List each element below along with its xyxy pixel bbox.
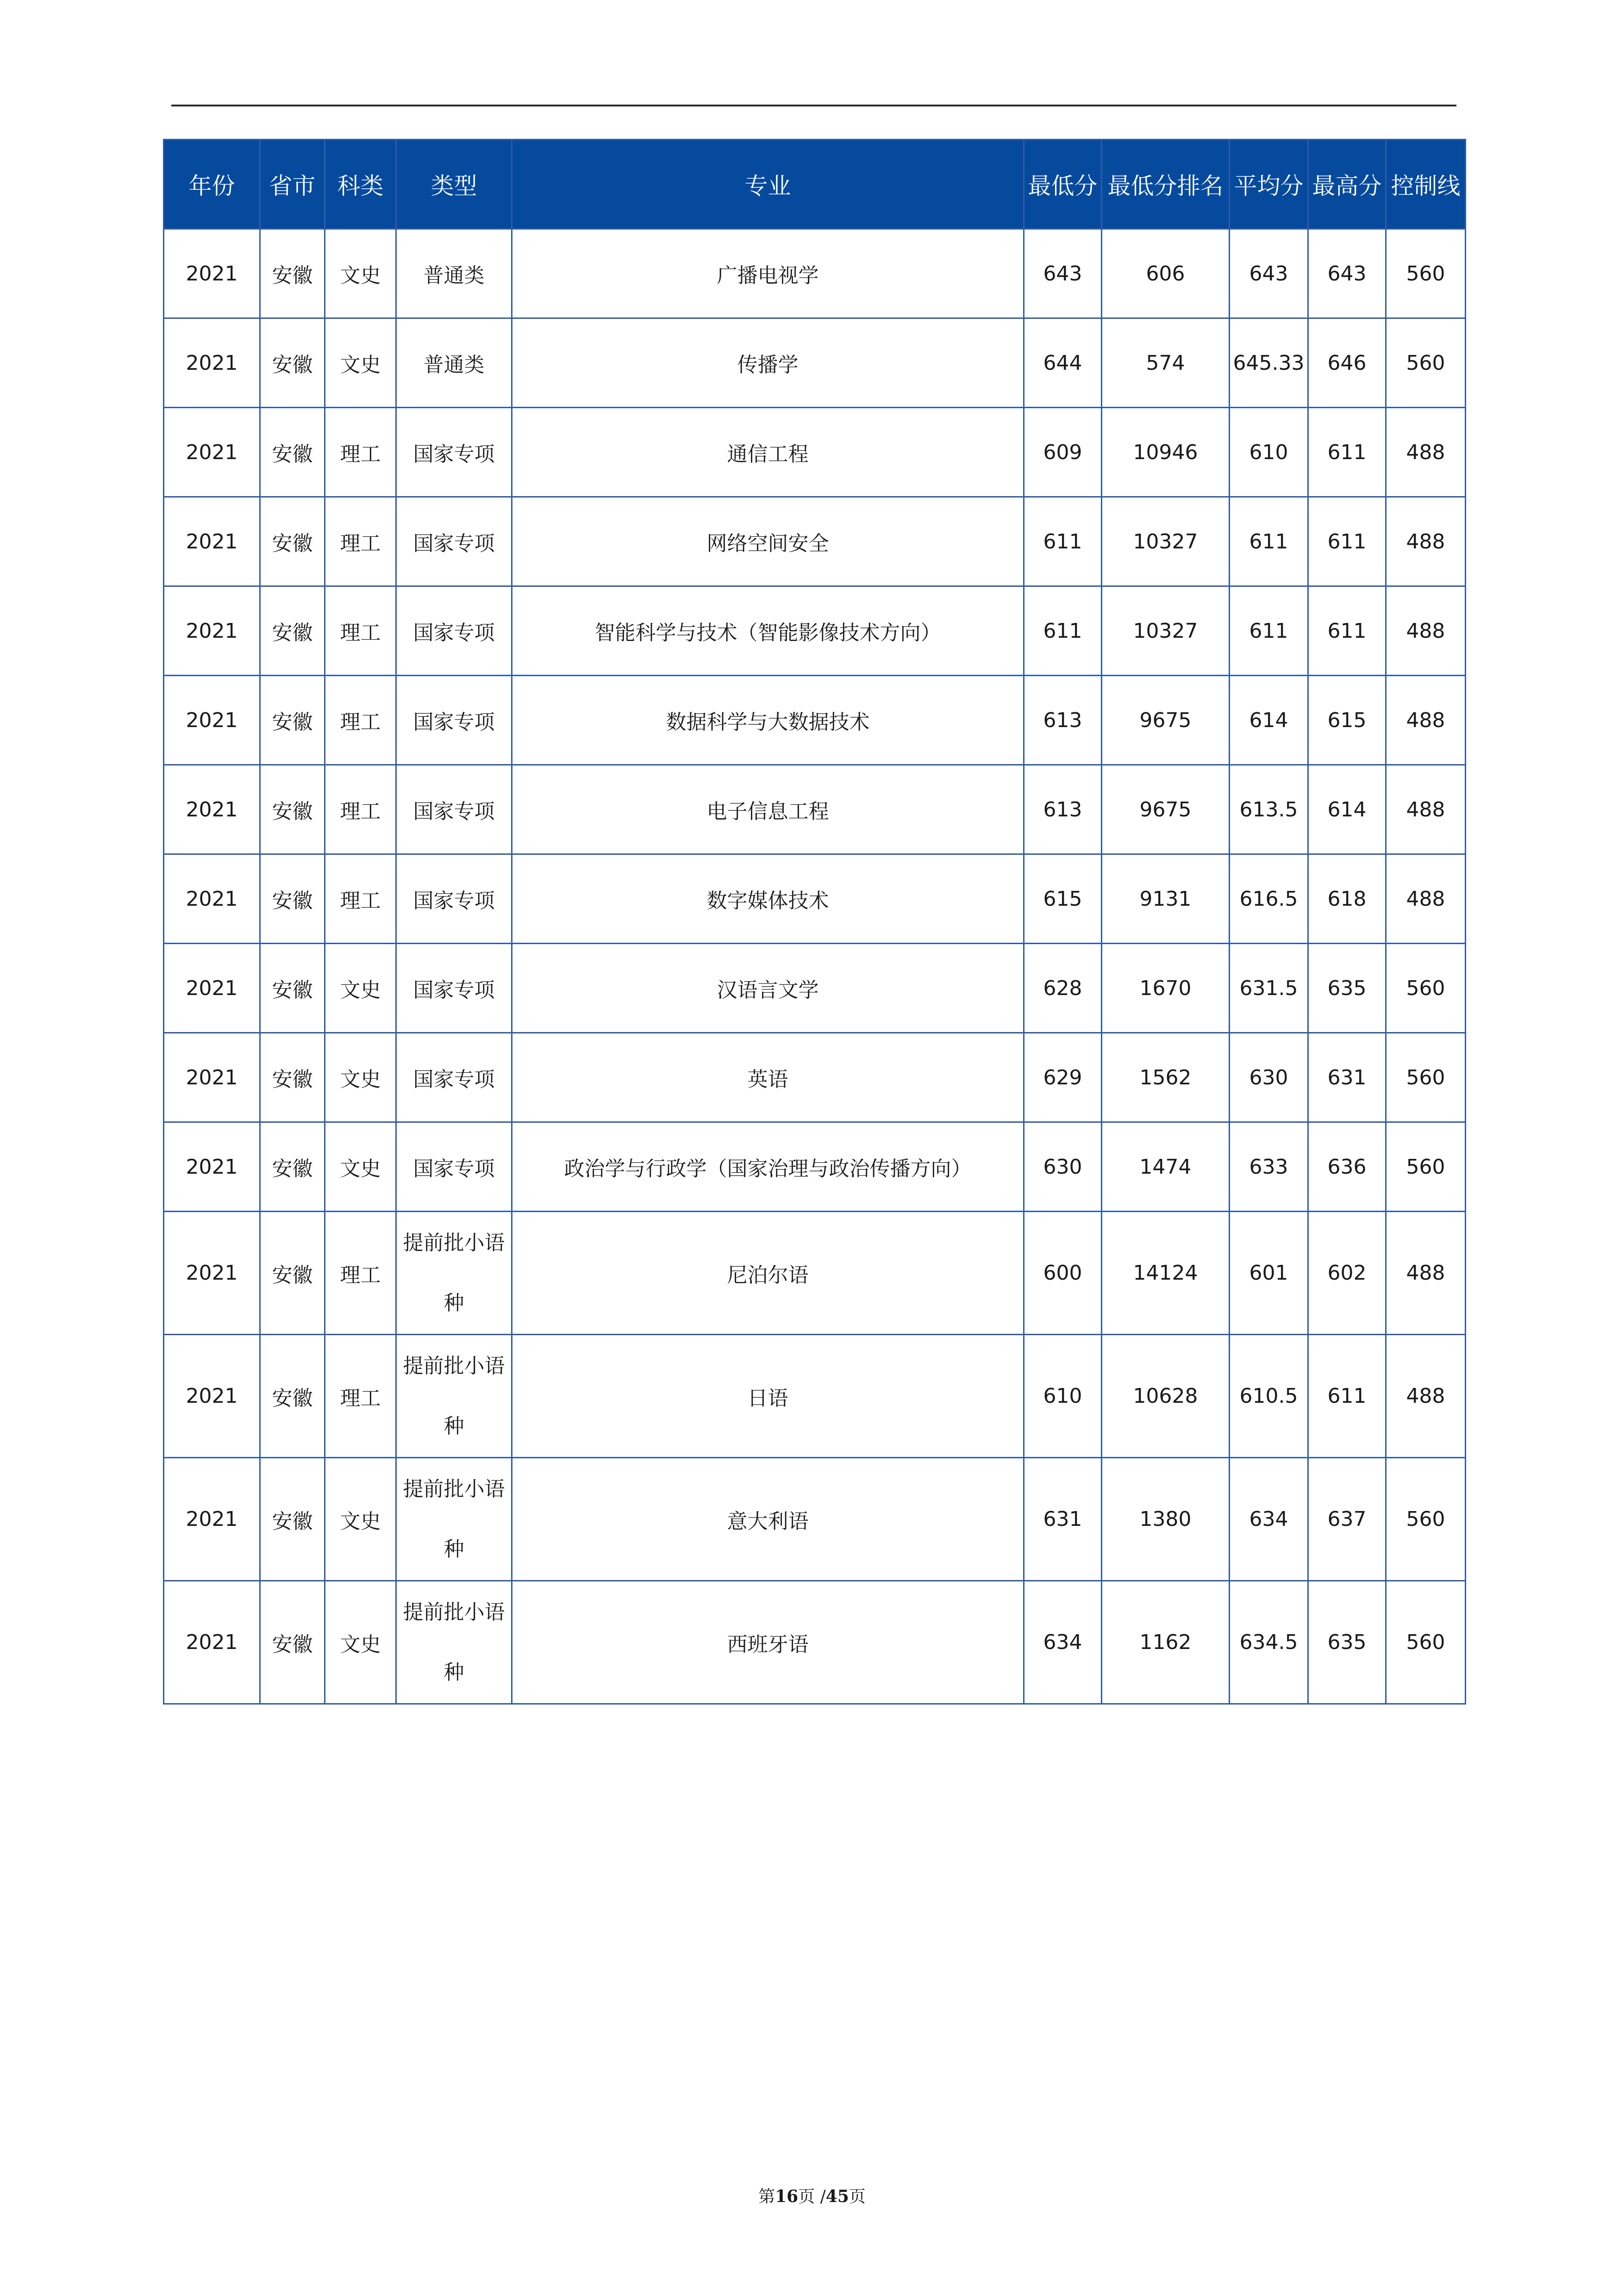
- cell-year: 2021: [164, 1458, 260, 1581]
- column-header-min-rank: 最低分排名: [1102, 140, 1230, 229]
- cell-category: 理工: [325, 676, 396, 765]
- column-header-year: 年份: [164, 140, 260, 229]
- cell-type: [396, 1212, 512, 1335]
- cell-min-rank: 10946: [1102, 408, 1230, 497]
- table-row: [164, 1033, 1466, 1122]
- cell-category: 文史: [325, 1033, 396, 1122]
- cell-type-text: 提前批小语种: [403, 1354, 505, 1438]
- cell-major: 广播电视学: [512, 229, 1024, 318]
- cell-max-score: 643: [1308, 229, 1386, 318]
- cell-max-score: 635: [1308, 1581, 1386, 1704]
- cell-type-text: 提前批小语种: [403, 1231, 505, 1315]
- cell-category: 理工: [325, 497, 396, 586]
- cell-control-line: 488: [1386, 1212, 1466, 1335]
- cell-year: 2021: [164, 229, 260, 318]
- cell-min-score: 611: [1024, 497, 1102, 586]
- cell-min-score: 630: [1024, 1122, 1102, 1212]
- cell-control-line: 560: [1386, 1122, 1466, 1212]
- cell-major: 数据科学与大数据技术: [512, 676, 1024, 765]
- cell-control-line: 560: [1386, 1581, 1466, 1704]
- cell-max-score: 636: [1308, 1122, 1386, 1212]
- cell-avg-score: 630: [1230, 1033, 1308, 1122]
- cell-max-score: 611: [1308, 586, 1386, 676]
- cell-min-rank: 1162: [1102, 1581, 1230, 1704]
- cell-min-rank: 9675: [1102, 676, 1230, 765]
- cell-control-line: 560: [1386, 944, 1466, 1033]
- cell-year: 2021: [164, 1212, 260, 1335]
- cell-min-rank: 574: [1102, 318, 1230, 408]
- cell-max-score: 602: [1308, 1212, 1386, 1335]
- cell-max-score: 611: [1308, 408, 1386, 497]
- cell-type: 国家专项: [396, 408, 512, 497]
- cell-year: 2021: [164, 944, 260, 1033]
- cell-avg-score: 634: [1230, 1458, 1308, 1581]
- cell-control-line: 560: [1386, 1033, 1466, 1122]
- cell-avg-score: 645.33: [1230, 318, 1308, 408]
- cell-type: 国家专项: [396, 586, 512, 676]
- table-row: [164, 229, 1466, 318]
- footer-prefix: 第: [758, 2187, 775, 2206]
- cell-min-score: 611: [1024, 586, 1102, 676]
- cell-avg-score: 611: [1230, 586, 1308, 676]
- cell-province: 安徽: [260, 318, 325, 408]
- cell-year: 2021: [164, 1581, 260, 1704]
- cell-min-rank: 1380: [1102, 1458, 1230, 1581]
- cell-min-score: 644: [1024, 318, 1102, 408]
- table-row: [164, 1122, 1466, 1212]
- cell-province: 安徽: [260, 676, 325, 765]
- cell-category: 文史: [325, 1458, 396, 1581]
- cell-control-line: 488: [1386, 854, 1466, 944]
- cell-type: 普通类: [396, 229, 512, 318]
- cell-avg-score: 611: [1230, 497, 1308, 586]
- cell-min-score: 613: [1024, 676, 1102, 765]
- cell-category: 文史: [325, 1581, 396, 1704]
- cell-min-score: 631: [1024, 1458, 1102, 1581]
- cell-type: [396, 1581, 512, 1704]
- cell-max-score: 611: [1308, 1335, 1386, 1458]
- cell-type: [396, 1335, 512, 1458]
- cell-control-line: 560: [1386, 229, 1466, 318]
- cell-avg-score: 616.5: [1230, 854, 1308, 944]
- cell-type: [396, 1458, 512, 1581]
- column-header-min-score: 最低分: [1024, 140, 1102, 229]
- cell-max-score: 646: [1308, 318, 1386, 408]
- footer-page-number: 16: [775, 2187, 799, 2206]
- cell-control-line: 488: [1386, 586, 1466, 676]
- cell-year: 2021: [164, 408, 260, 497]
- cell-province: 安徽: [260, 1122, 325, 1212]
- cell-category: 文史: [325, 318, 396, 408]
- cell-avg-score: 610.5: [1230, 1335, 1308, 1458]
- cell-min-score: 600: [1024, 1212, 1102, 1335]
- cell-type-text: 提前批小语种: [403, 1600, 505, 1684]
- header-rule: [171, 105, 1456, 106]
- cell-major: 传播学: [512, 318, 1024, 408]
- cell-category: 文史: [325, 944, 396, 1033]
- cell-min-score: 629: [1024, 1033, 1102, 1122]
- cell-year: 2021: [164, 586, 260, 676]
- table-row: [164, 318, 1466, 408]
- cell-year: 2021: [164, 676, 260, 765]
- column-header-avg-score: 平均分: [1230, 140, 1308, 229]
- cell-type: 国家专项: [396, 944, 512, 1033]
- footer-suffix: 页: [849, 2187, 866, 2206]
- cell-min-rank: 10327: [1102, 497, 1230, 586]
- cell-major: 智能科学与技术（智能影像技术方向）: [512, 586, 1024, 676]
- cell-year: 2021: [164, 765, 260, 854]
- table-row: [164, 497, 1466, 586]
- table-row: [164, 676, 1466, 765]
- table-body: [164, 229, 1466, 1704]
- page-footer: [0, 2184, 1624, 2207]
- cell-control-line: 560: [1386, 1458, 1466, 1581]
- table-row: [164, 1581, 1466, 1704]
- cell-max-score: 614: [1308, 765, 1386, 854]
- column-header-major: 专业: [512, 140, 1024, 229]
- cell-year: 2021: [164, 497, 260, 586]
- cell-major: 通信工程: [512, 408, 1024, 497]
- cell-control-line: 488: [1386, 497, 1466, 586]
- cell-type: 国家专项: [396, 765, 512, 854]
- cell-province: 安徽: [260, 1212, 325, 1335]
- cell-category: 理工: [325, 586, 396, 676]
- cell-avg-score: 614: [1230, 676, 1308, 765]
- cell-province: 安徽: [260, 1335, 325, 1458]
- cell-category: 理工: [325, 765, 396, 854]
- cell-category: 理工: [325, 1212, 396, 1335]
- table-row: [164, 1458, 1466, 1581]
- cell-control-line: 488: [1386, 676, 1466, 765]
- cell-province: 安徽: [260, 854, 325, 944]
- admission-scores-table: [163, 139, 1466, 1705]
- cell-control-line: 488: [1386, 1335, 1466, 1458]
- column-header-type: 类型: [396, 140, 512, 229]
- cell-year: 2021: [164, 318, 260, 408]
- cell-min-rank: 9131: [1102, 854, 1230, 944]
- cell-year: 2021: [164, 854, 260, 944]
- cell-max-score: 611: [1308, 497, 1386, 586]
- cell-min-rank: 10327: [1102, 586, 1230, 676]
- cell-type: 国家专项: [396, 676, 512, 765]
- cell-major: 汉语言文学: [512, 944, 1024, 1033]
- cell-max-score: 635: [1308, 944, 1386, 1033]
- footer-middle: 页 /: [798, 2187, 826, 2206]
- cell-type: 国家专项: [396, 1122, 512, 1212]
- cell-major: 尼泊尔语: [512, 1212, 1024, 1335]
- column-header-control-line: 控制线: [1386, 140, 1466, 229]
- column-header-province: 省市: [260, 140, 325, 229]
- cell-province: 安徽: [260, 944, 325, 1033]
- footer-total-pages: 45: [825, 2187, 849, 2206]
- cell-max-score: 637: [1308, 1458, 1386, 1581]
- cell-avg-score: 634.5: [1230, 1581, 1308, 1704]
- cell-major: 数字媒体技术: [512, 854, 1024, 944]
- cell-major: 电子信息工程: [512, 765, 1024, 854]
- cell-province: 安徽: [260, 1458, 325, 1581]
- cell-type: 普通类: [396, 318, 512, 408]
- cell-province: 安徽: [260, 1033, 325, 1122]
- cell-major: 日语: [512, 1335, 1024, 1458]
- cell-min-score: 643: [1024, 229, 1102, 318]
- cell-min-score: 609: [1024, 408, 1102, 497]
- cell-control-line: 560: [1386, 318, 1466, 408]
- cell-type-text: 提前批小语种: [403, 1477, 505, 1561]
- cell-min-rank: 606: [1102, 229, 1230, 318]
- table-row: [164, 408, 1466, 497]
- table-header-row: [164, 140, 1466, 229]
- cell-year: 2021: [164, 1122, 260, 1212]
- cell-type: 国家专项: [396, 854, 512, 944]
- cell-avg-score: 643: [1230, 229, 1308, 318]
- cell-major: 西班牙语: [512, 1581, 1024, 1704]
- cell-major: 意大利语: [512, 1458, 1024, 1581]
- table-row: [164, 586, 1466, 676]
- cell-min-score: 610: [1024, 1335, 1102, 1458]
- cell-avg-score: 633: [1230, 1122, 1308, 1212]
- cell-category: 文史: [325, 1122, 396, 1212]
- cell-avg-score: 631.5: [1230, 944, 1308, 1033]
- cell-max-score: 631: [1308, 1033, 1386, 1122]
- cell-control-line: 488: [1386, 408, 1466, 497]
- cell-max-score: 615: [1308, 676, 1386, 765]
- cell-province: 安徽: [260, 586, 325, 676]
- cell-min-rank: 14124: [1102, 1212, 1230, 1335]
- cell-type: 国家专项: [396, 497, 512, 586]
- cell-min-rank: 1562: [1102, 1033, 1230, 1122]
- cell-category: 理工: [325, 408, 396, 497]
- cell-min-score: 613: [1024, 765, 1102, 854]
- cell-max-score: 618: [1308, 854, 1386, 944]
- cell-min-rank: 10628: [1102, 1335, 1230, 1458]
- cell-major: 英语: [512, 1033, 1024, 1122]
- cell-min-rank: 9675: [1102, 765, 1230, 854]
- cell-major: 网络空间安全: [512, 497, 1024, 586]
- table-row: [164, 854, 1466, 944]
- cell-category: 文史: [325, 229, 396, 318]
- cell-category: 理工: [325, 854, 396, 944]
- table-row: [164, 944, 1466, 1033]
- cell-min-score: 634: [1024, 1581, 1102, 1704]
- column-header-category: 科类: [325, 140, 396, 229]
- cell-min-score: 615: [1024, 854, 1102, 944]
- cell-province: 安徽: [260, 1581, 325, 1704]
- table-row: [164, 1335, 1466, 1458]
- cell-avg-score: 613.5: [1230, 765, 1308, 854]
- cell-category: 理工: [325, 1335, 396, 1458]
- cell-min-score: 628: [1024, 944, 1102, 1033]
- cell-province: 安徽: [260, 408, 325, 497]
- cell-province: 安徽: [260, 229, 325, 318]
- cell-min-rank: 1670: [1102, 944, 1230, 1033]
- cell-control-line: 488: [1386, 765, 1466, 854]
- cell-avg-score: 601: [1230, 1212, 1308, 1335]
- cell-min-rank: 1474: [1102, 1122, 1230, 1212]
- table-row: [164, 765, 1466, 854]
- cell-type: 国家专项: [396, 1033, 512, 1122]
- cell-year: 2021: [164, 1335, 260, 1458]
- cell-major: 政治学与行政学（国家治理与政治传播方向）: [512, 1122, 1024, 1212]
- column-header-max-score: 最高分: [1308, 140, 1386, 229]
- cell-province: 安徽: [260, 765, 325, 854]
- cell-year: 2021: [164, 1033, 260, 1122]
- cell-province: 安徽: [260, 497, 325, 586]
- cell-avg-score: 610: [1230, 408, 1308, 497]
- table-row: [164, 1212, 1466, 1335]
